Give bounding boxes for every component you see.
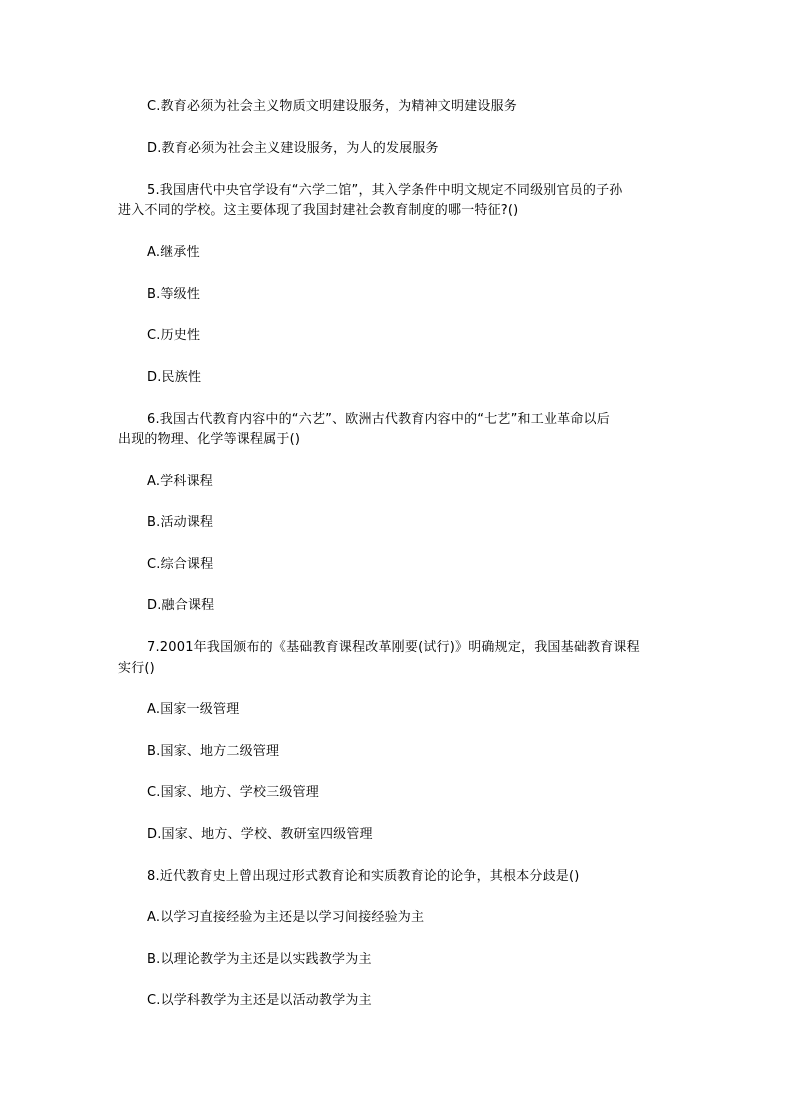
q7-stem-line-2: 实行() [118, 661, 155, 676]
q7-option-c: C.国家、地方、学校三级管理 [147, 785, 320, 800]
q7-stem-line-1: 7.2001年我国颁布的《基础教育课程改革刚要(试行)》明确规定，我国基础教育课程 [147, 640, 640, 655]
q5-option-b: B.等级性 [147, 287, 201, 302]
q6-stem-line-2: 出现的物理、化学等课程属于() [118, 432, 301, 447]
q7-option-b: B.国家、地方二级管理 [147, 744, 280, 759]
q8-option-a: A.以学习直接经验为主还是以学习间接经验为主 [147, 910, 425, 925]
q6-option-b: B.活动课程 [147, 515, 214, 530]
q4-option-d: D.教育必须为社会主义建设服务，为人的发展服务 [147, 141, 439, 156]
q8-option-c: C.以学科教学为主还是以活动教学为主 [147, 993, 372, 1008]
q5-stem-line-1: 5.我国唐代中央官学设有“六学二馆”，其入学条件中明文规定不同级别官员的子孙 [147, 183, 623, 198]
q8-option-b: B.以理论教学为主还是以实践教学为主 [147, 952, 372, 967]
q6-option-d: D.融合课程 [147, 598, 215, 613]
q5-option-a: A.继承性 [147, 245, 200, 260]
q5-option-c: C.历史性 [147, 328, 201, 343]
q6-option-c: C.综合课程 [147, 557, 214, 572]
q7-option-a: A.国家一级管理 [147, 702, 240, 717]
q6-stem-line-1: 6.我国古代教育内容中的“六艺”、欧洲古代教育内容中的“七艺”和工业革命以后 [147, 412, 610, 427]
q5-stem-line-2: 进入不同的学校。这主要体现了我国封建社会教育制度的哪一特征?() [118, 203, 519, 218]
q6-option-a: A.学科课程 [147, 474, 213, 489]
q4-option-c: C.教育必须为社会主义物质文明建设服务，为精神文明建设服务 [147, 99, 518, 114]
q7-option-d: D.国家、地方、学校、教研室四级管理 [147, 827, 373, 842]
q5-option-d: D.民族性 [147, 370, 202, 385]
q8-stem: 8.近代教育史上曾出现过形式教育论和实质教育论的论争，其根本分歧是() [147, 869, 580, 884]
